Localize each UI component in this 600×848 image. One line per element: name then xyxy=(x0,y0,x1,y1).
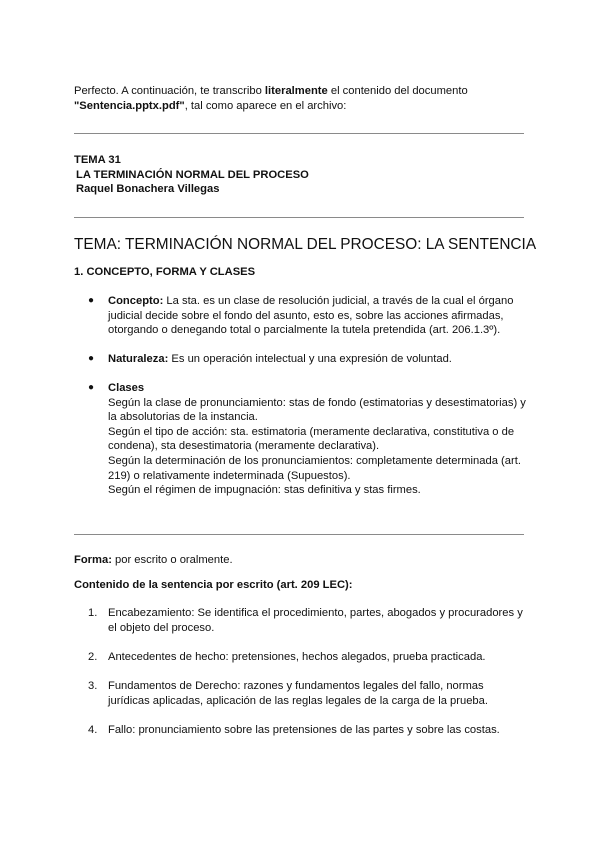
clases-line: Según la clase de pronunciamiento: stas de fondo (estimatorias y desestimatorias) y la absolutorias de la instancia. xyxy=(108,396,526,424)
bullet-icon: ● xyxy=(88,382,95,393)
header-block xyxy=(74,153,526,197)
clases-line: Según el tipo de acción: sta. estimatoria (meramente declarativa, constitutiva o de condena), sta desestimatoria (meramente declarativa). xyxy=(108,425,515,453)
divider xyxy=(74,133,524,134)
list-item: Fundamentos de Derecho: razones y fundamentos legales del fallo, normas jurídicas aplicadas, aplicación de las reglas legales de la carga de la prueba. xyxy=(108,680,488,707)
clases-line: Según la determinación de los pronunciamientos: completamente determinada (art. 219) o relativamente indeterminada (Supuestos). xyxy=(108,454,521,482)
concepto-item xyxy=(108,294,528,338)
list-number: 3. xyxy=(88,680,98,692)
document-filename: "Sentencia.pptx.pdf" xyxy=(74,99,185,112)
naturaleza-item xyxy=(108,352,528,367)
concepto-label: Concepto: xyxy=(108,295,164,307)
list-number: 4. xyxy=(88,724,98,736)
section-heading: 1. CONCEPTO, FORMA Y CLASES xyxy=(74,266,256,278)
divider xyxy=(74,217,524,218)
divider xyxy=(74,534,524,535)
list-item: Antecedentes de hecho: pretensiones, hechos alegados, prueba practicada. xyxy=(108,651,486,663)
clases-line: Según el régimen de impugnación: stas definitiva y stas firmes. xyxy=(108,484,421,497)
forma-text: por escrito o oralmente. xyxy=(111,554,233,566)
clases-item xyxy=(108,381,528,498)
intro-text: el contenido del documento xyxy=(327,85,468,97)
forma-paragraph xyxy=(74,553,526,568)
main-title: TEMA: TERMINACIÓN NORMAL DEL PROCESO: LA SENTENCIA xyxy=(74,236,537,253)
list-number: 1. xyxy=(88,607,98,619)
naturaleza-label: Naturaleza: xyxy=(108,353,169,365)
intro-line-1 xyxy=(74,84,526,99)
intro-emphasis: literalmente xyxy=(264,85,328,97)
clases-label: Clases xyxy=(108,382,145,394)
bullet-icon: ● xyxy=(88,295,95,306)
tema-number: TEMA 31 xyxy=(74,154,121,166)
intro-paragraph xyxy=(74,84,526,113)
list-item: Encabezamiento: Se identifica el procedimiento, partes, abogados y procuradores y el objeto del proceso. xyxy=(108,607,523,634)
bullet-icon: ● xyxy=(88,353,95,364)
list-item: Fallo: pronunciamiento sobre las pretensiones de las partes y sobre las costas. xyxy=(108,724,500,736)
author-name: Raquel Bonachera Villegas xyxy=(76,183,220,196)
forma-label: Forma: xyxy=(74,554,112,566)
intro-line-2 xyxy=(74,99,526,114)
contenido-heading: Contenido de la sentencia por escrito (art. 209 LEC): xyxy=(74,579,353,591)
list-number: 2. xyxy=(88,651,98,663)
intro-text: Perfecto. A continuación, te transcribo xyxy=(74,85,265,97)
intro-text: , tal como aparece en el archivo: xyxy=(184,99,347,112)
tema-subtitle: LA TERMINACIÓN NORMAL DEL PROCESO xyxy=(76,168,309,181)
concepto-text: La sta. es un clase de resolución judicial, a través de la cual el órgano judicial decide sobre el fondo del asunto, esto es, sobre las acciones afirmadas, otorgando o denegando total o parcialmente la tutela pretendida (art. 206.1.3º). xyxy=(108,295,514,337)
naturaleza-text: Es un operación intelectual y una expresión de voluntad. xyxy=(168,353,452,365)
